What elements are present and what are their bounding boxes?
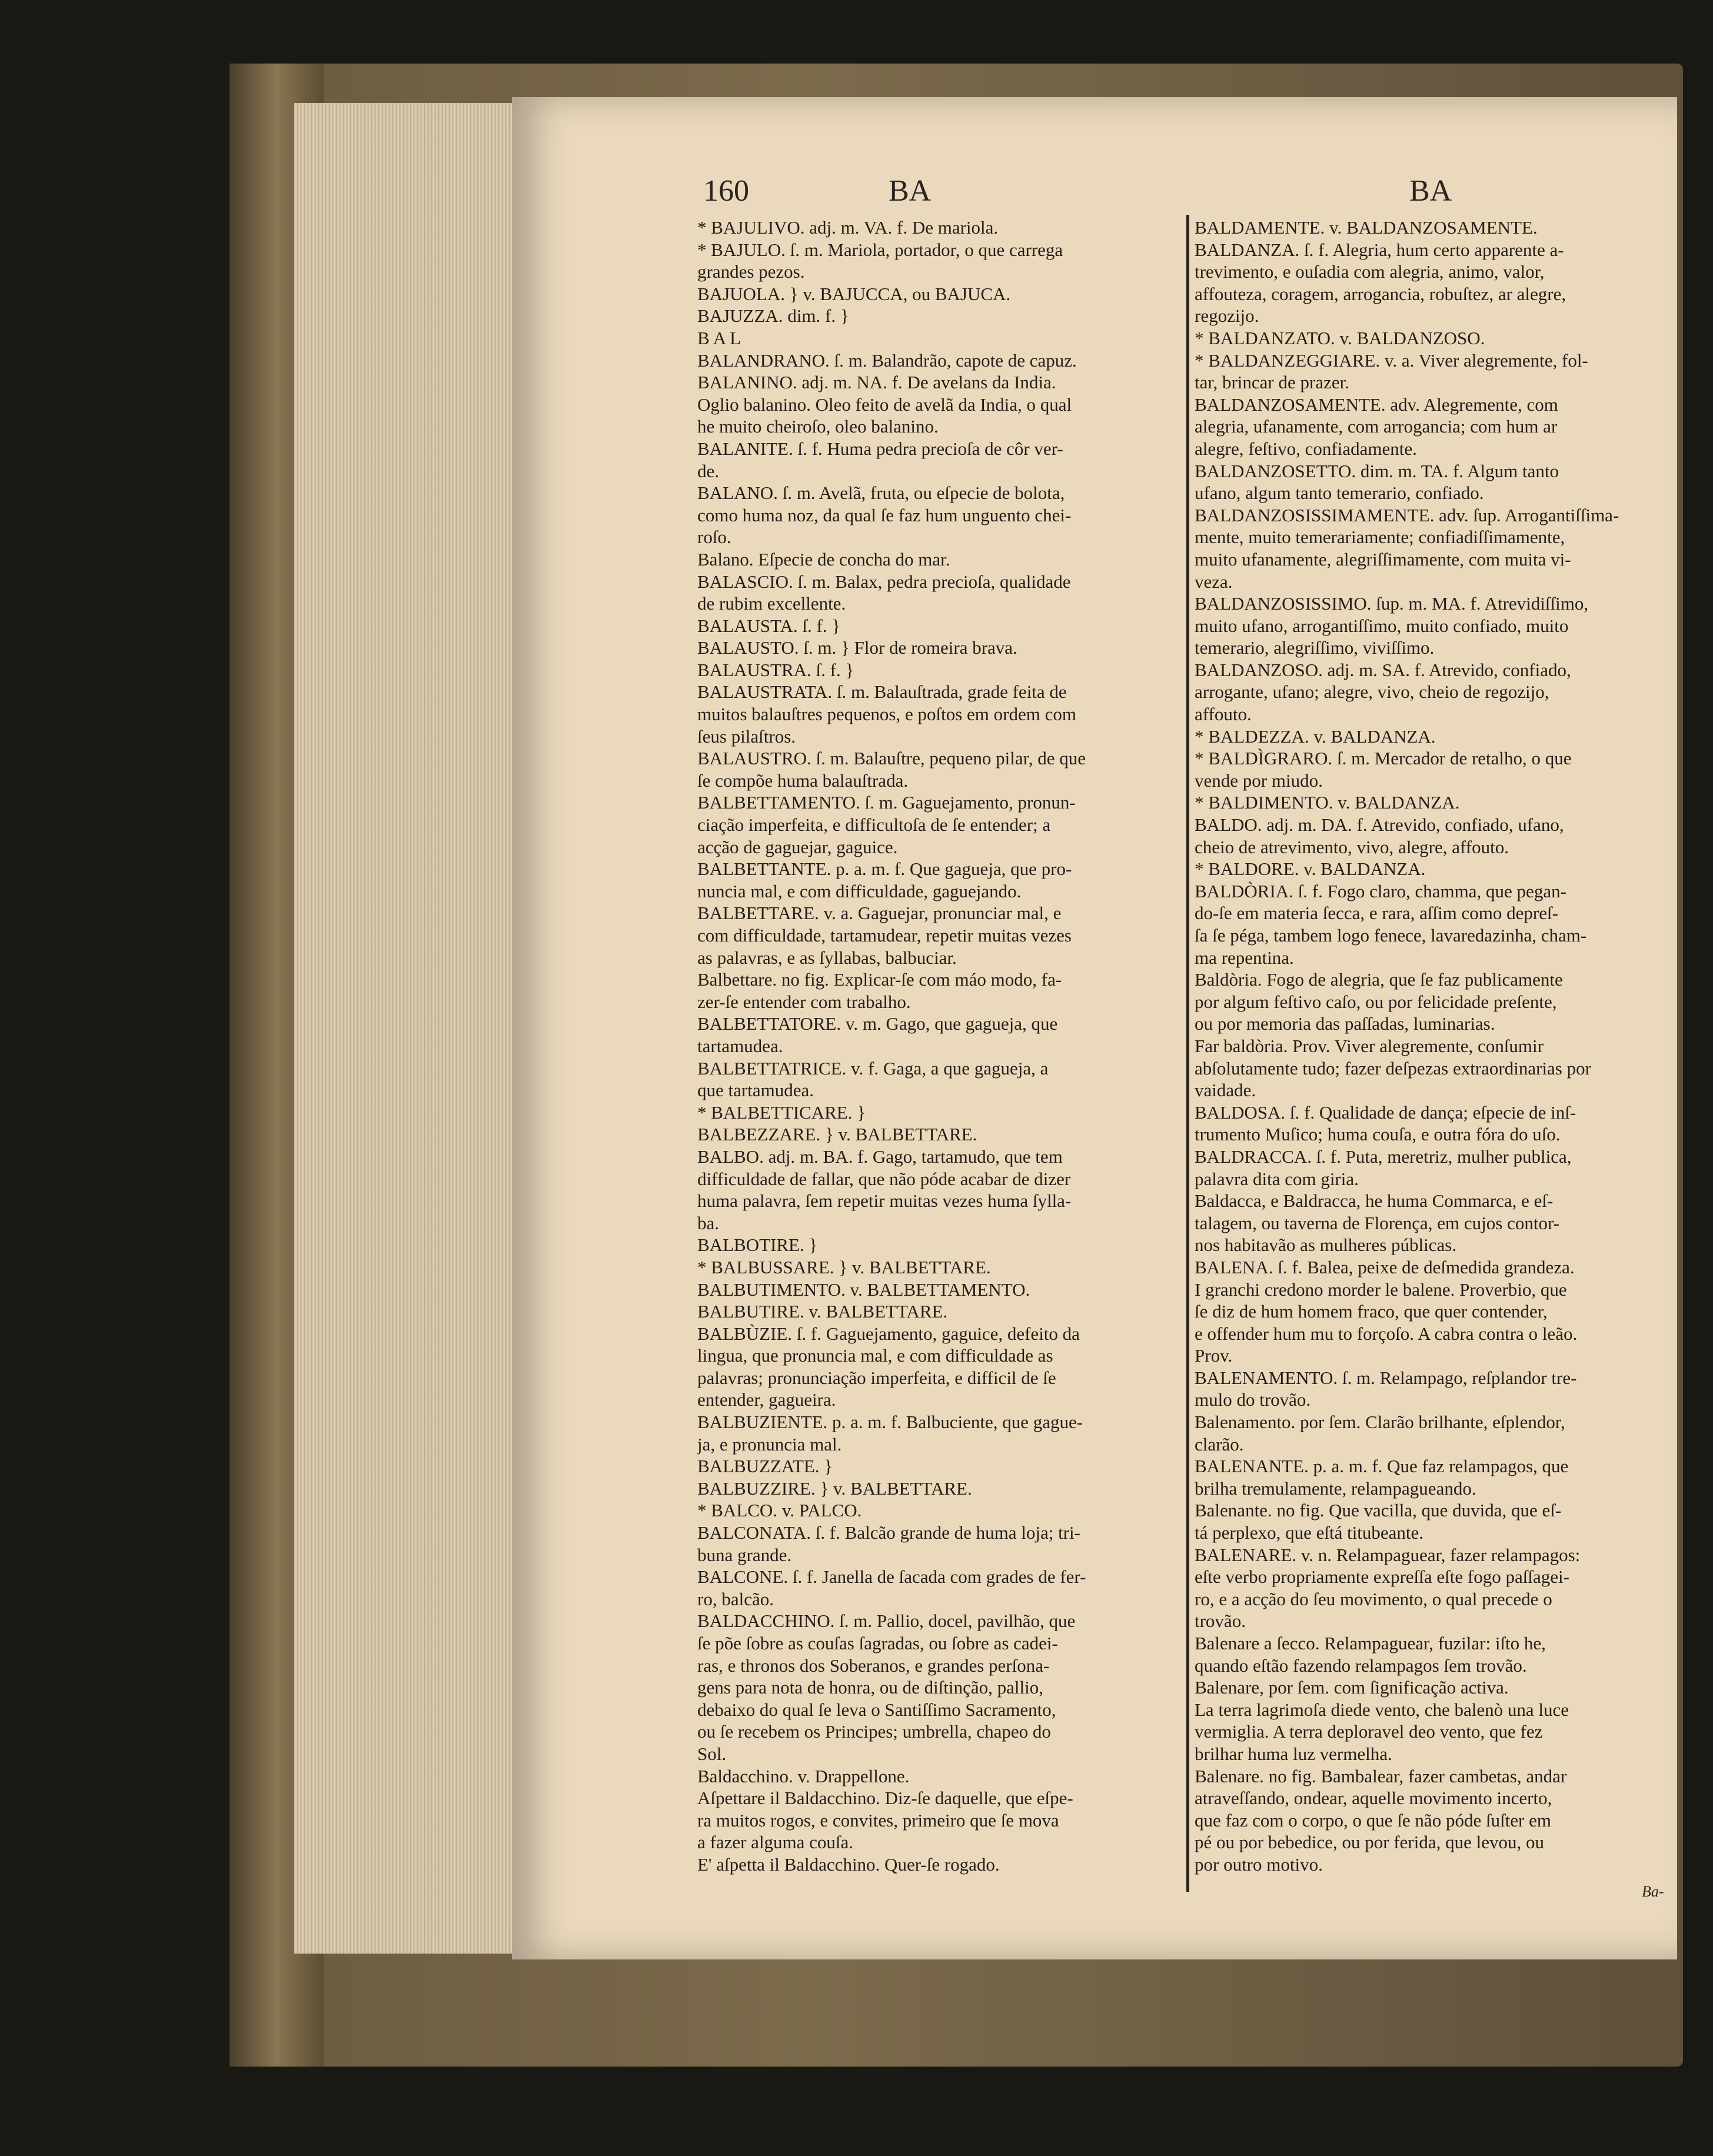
entry-line: BALDANZOSISSIMO. ſup. m. MA. f. Atrevidiſſimo, xyxy=(1195,593,1589,614)
entry-line: ufano, algum tanto temerario, confiado. xyxy=(1195,483,1484,504)
entry-line: ou ſe recebem os Principes; umbrella, chapeo do xyxy=(697,1721,1051,1742)
entry-line: acção de gaguejar, gaguice. xyxy=(697,836,898,857)
entry-line: arrogante, ufano; alegre, vivo, cheio de regozijo, xyxy=(1195,681,1549,703)
entry-line: Far baldòria. Prov. Viver alegremente, conſumir xyxy=(1195,1035,1544,1056)
entry-line: nos habitavão as mulheres públicas. xyxy=(1195,1235,1457,1256)
entry-line: BALBETTANTE. p. a. m. f. Que gagueja, que pro- xyxy=(697,859,1072,880)
entry-line: que tartamudea. xyxy=(697,1080,814,1101)
entry-line: BALASCIO. ſ. m. Balax, pedra precioſa, qualidade xyxy=(697,571,1071,592)
entry-line: BALBUZZIRE. } v. BALBETTARE. xyxy=(697,1478,972,1499)
entry-line: Baldòria. Fogo de alegria, que ſe faz publicamente xyxy=(1195,969,1563,990)
entry-line: Balenare. no fig. Bambalear, fazer cambetas, andar xyxy=(1195,1765,1567,1786)
entry-line: BALBÙZIE. ſ. f. Gaguejamento, gaguice, defeito da xyxy=(697,1323,1080,1344)
entry-line: mente, muito temerariamente; confiadiſſimamente, xyxy=(1195,527,1565,548)
entry-line: BALBETTATRICE. v. f. Gaga, a que gagueja, a xyxy=(697,1057,1049,1079)
entry-line: BALENAMENTO. ſ. m. Relampago, reſplandor tre- xyxy=(1195,1367,1577,1388)
entry-line: Balano. Eſpecie de concha do mar. xyxy=(697,548,950,570)
entry-line: BAJUZZA. dim. f. } xyxy=(697,305,849,327)
entry-line: BALBUTIMENTO. v. BALBETTAMENTO. xyxy=(697,1279,1030,1300)
entry-line: ſa ſe péga, tambem logo fenece, lavaredazinha, cham- xyxy=(1195,925,1587,946)
entry-line: Baldacchino. v. Drappellone. xyxy=(697,1765,910,1786)
entry-line: Aſpettare il Baldacchino. Diz-ſe daquelle, que eſpe- xyxy=(697,1788,1073,1809)
entry-line: brilha tremulamente, relampagueando. xyxy=(1195,1478,1476,1499)
entry-line: pé ou por bebedice, ou por ferida, que levou, ou xyxy=(1195,1832,1544,1853)
entry-line: * BALDEZZA. v. BALDANZA. xyxy=(1195,726,1436,747)
entry-line: BALAUSTRO. ſ. m. Balauſtre, pequeno pilar, de que xyxy=(697,748,1086,769)
entry-line: vermiglia. A terra deploravel deo vento, que fez xyxy=(1195,1721,1543,1742)
entry-line: vaidade. xyxy=(1195,1080,1256,1101)
entry-line: de rubim excellente. xyxy=(697,593,846,614)
entry-line: BALENANTE. p. a. m. f. Que faz relampagos, que xyxy=(1195,1456,1569,1477)
entry-line: BALANITE. ſ. f. Huma pedra precioſa de côr ver- xyxy=(697,438,1063,459)
entry-line: BALBUZZATE. } xyxy=(697,1456,833,1477)
catchword: Ba- xyxy=(1642,1883,1664,1900)
entry-line: muito ufanamente, alegriſſimamente, com muita vi- xyxy=(1195,548,1571,570)
entry-line: BALANINO. adj. m. NA. f. De avelans da India. xyxy=(697,372,1056,393)
entry-line: por outro motivo. xyxy=(1195,1854,1323,1875)
entry-line: BALDANZOSO. adj. m. SA. f. Atrevido, confiado, xyxy=(1195,659,1571,680)
entry-line: ra muitos rogos, e convites, primeiro que ſe mova xyxy=(697,1809,1059,1831)
column-rule xyxy=(1186,215,1189,1892)
entry-line: tá perplexo, que eſtá titubeante. xyxy=(1195,1522,1424,1543)
entry-line: BALDRACCA. ſ. f. Puta, meretriz, mulher publica, xyxy=(1195,1146,1572,1167)
entry-line: por algum feſtivo caſo, ou por felicidade preſente, xyxy=(1195,991,1557,1012)
entry-line: entender, gagueira. xyxy=(697,1389,836,1410)
entry-line: do-ſe em materia ſecca, e rara, aſſim como depreſ- xyxy=(1195,903,1558,924)
entry-line: * BALDIMENTO. v. BALDANZA. xyxy=(1195,792,1460,813)
entry-line: palavra dita com giria. xyxy=(1195,1168,1359,1189)
entry-line: * BALDANZEGGIARE. v. a. Viver alegremente, fol- xyxy=(1195,350,1588,371)
entry-line: * BALBETTICARE. } xyxy=(697,1102,866,1123)
entry-line: B A L xyxy=(697,327,741,348)
entry-line: mulo do trovão. xyxy=(1195,1389,1311,1410)
entry-line: temerario, alegriſſimo, viviſſimo. xyxy=(1195,637,1435,658)
entry-line: palavras; pronunciação imperfeita, e difficil de ſe xyxy=(697,1367,1056,1388)
entry-line: * BALDANZATO. v. BALDANZOSO. xyxy=(1195,327,1485,348)
entry-line: ma repentina. xyxy=(1195,947,1294,968)
entry-line: BALENARE. v. n. Relampaguear, fazer relampagos: xyxy=(1195,1544,1581,1565)
entry-line: trevimento, e ouſadia com alegria, animo, valor, xyxy=(1195,261,1545,282)
entry-line: abſolutamente tudo; fazer deſpezas extraordinarias por xyxy=(1195,1057,1591,1079)
entry-line: Baldacca, e Baldracca, he huma Commarca, e eſ- xyxy=(1195,1190,1554,1212)
entry-line: BALDAMENTE. v. BALDANZOSAMENTE. xyxy=(1195,217,1538,238)
entry-line: BALBETTAMENTO. ſ. m. Gaguejamento, pronun- xyxy=(697,792,1076,813)
entry-line: debaixo do qual ſe leva o Santiſſimo Sacramento, xyxy=(697,1699,1056,1720)
entry-line: * BALDÌGRARO. ſ. m. Mercador de retalho, o que xyxy=(1195,748,1572,769)
entry-line: BALAUSTRA. ſ. f. } xyxy=(697,659,854,680)
entry-line: atraveſſando, ondear, aquelle movimento incerto, xyxy=(1195,1788,1552,1809)
entry-line: BALDANZOSISSIMAMENTE. adv. ſup. Arrogantiſſima- xyxy=(1195,504,1619,525)
entry-line: he muito cheiroſo, oleo balanino. xyxy=(697,416,939,437)
entry-line: ſeus pilaſtros. xyxy=(697,726,796,747)
entry-line: BALBOTIRE. } xyxy=(697,1235,818,1256)
entry-line: BALBEZZARE. } v. BALBETTARE. xyxy=(697,1124,977,1145)
entry-line: cheio de atrevimento, vivo, alegre, affouto. xyxy=(1195,836,1509,857)
entry-line: * BAJULO. ſ. m. Mariola, portador, o que carrega xyxy=(697,239,1063,260)
entry-line: BALBETTARE. v. a. Gaguejar, pronunciar mal, e xyxy=(697,903,1062,924)
entry-line: vende por miudo. xyxy=(1195,770,1323,791)
entry-line: affouteza, coragem, arrogancia, robuſtez, ar alegre, xyxy=(1195,283,1566,304)
entry-line: ja, e pronuncia mal. xyxy=(697,1433,842,1455)
entry-line: ciação imperfeita, e difficultoſa de ſe entender; a xyxy=(697,814,1051,836)
entry-line: roſo. xyxy=(697,527,731,548)
entry-line: ras, e thronos dos Soberanos, e grandes perſona- xyxy=(697,1655,1050,1676)
entry-line: Balenante. no fig. Que vacilla, que duvida, que eſ- xyxy=(1195,1500,1562,1521)
entry-line: veza. xyxy=(1195,571,1233,592)
entry-line: gens para nota de honra, ou de diſtinção, pallio, xyxy=(697,1677,1043,1698)
running-head-left: BA xyxy=(889,174,932,208)
entry-line: de. xyxy=(697,460,720,481)
entry-line: Balbettare. no fig. Explicar-ſe com máo modo, fa- xyxy=(697,969,1062,990)
right-column xyxy=(1195,217,1665,1876)
entry-line: * BALBUSSARE. } v. BALBETTARE. xyxy=(697,1256,991,1277)
entry-line: Oglio balanino. Oleo feito de avelã da India, o qual xyxy=(697,394,1072,415)
entry-line: huma palavra, ſem repetir muitas vezes huma ſylla- xyxy=(697,1190,1072,1212)
entry-line: ba. xyxy=(697,1212,720,1233)
entry-line: BALAUSTRATA. ſ. m. Balauſtrada, grade feita de xyxy=(697,681,1067,703)
entry-line: Balenare a ſecco. Relampaguear, fuzilar: iſto he, xyxy=(1195,1633,1546,1653)
left-column xyxy=(697,217,1177,1876)
entry-line: BALDACCHINO. ſ. m. Pallio, docel, pavilhão, que xyxy=(697,1611,1076,1632)
entry-line: E' aſpetta il Baldacchino. Quer-ſe rogado. xyxy=(697,1854,1000,1875)
entry-line: que faz com o corpo, o que ſe não póde ſuſter em xyxy=(1195,1809,1551,1831)
entry-line: nuncia mal, e com difficuldade, gaguejando. xyxy=(697,880,1022,901)
entry-line: BALBUZIENTE. p. a. m. f. Balbuciente, que gague- xyxy=(697,1412,1083,1433)
entry-line: difficuldade de fallar, que não póde acabar de dizer xyxy=(697,1168,1071,1189)
entry-line: ou por memoria das paſſadas, luminarias. xyxy=(1195,1013,1495,1034)
entry-line: muito ufano, arrogantiſſimo, muito confiado, muito xyxy=(1195,615,1569,636)
entry-line: grandes pezos. xyxy=(697,261,805,282)
entry-line: com difficuldade, tartamudear, repetir muitas vezes xyxy=(697,925,1072,946)
running-head-right: BA xyxy=(1409,174,1452,208)
entry-line: BALBO. adj. m. BA. f. Gago, tartamudo, que tem xyxy=(697,1146,1063,1167)
entry-line: trovão. xyxy=(1195,1611,1246,1632)
entry-line: Sol. xyxy=(697,1743,727,1764)
entry-line: BALANO. ſ. m. Avelã, fruta, ou eſpecie de bolota, xyxy=(697,483,1065,504)
entry-line: BALDANZOSETTO. dim. m. TA. f. Algum tanto xyxy=(1195,460,1559,481)
entry-line: Prov. xyxy=(1195,1345,1233,1366)
entry-line: ro, balcão. xyxy=(697,1588,774,1609)
entry-line: ſe compõe huma balauſtrada. xyxy=(697,770,909,791)
entry-line: BALBUTIRE. v. BALBETTARE. xyxy=(697,1301,948,1322)
page-edges xyxy=(294,103,512,1954)
entry-line: a fazer alguma couſa. xyxy=(697,1832,854,1853)
entry-line: lingua, que pronuncia mal, e com difficuldade as xyxy=(697,1345,1053,1366)
entry-line: La terra lagrimoſa diede vento, che balenò una luce xyxy=(1195,1699,1569,1720)
entry-line: eſte verbo propriamente expreſſa eſte fogo paſſagei- xyxy=(1195,1566,1569,1588)
entry-line: muitos balauſtres pequenos, e poſtos em ordem com xyxy=(697,704,1076,725)
entry-line: tar, brincar de prazer. xyxy=(1195,372,1349,393)
entry-line: as palavras, e as ſyllabas, balbuciar. xyxy=(697,947,957,968)
entry-line: quando eſtão fazendo relampagos ſem trovão. xyxy=(1195,1655,1527,1676)
entry-line: BALAUSTO. ſ. m. } Flor de romeira brava. xyxy=(697,637,1017,658)
entry-line: * BALCO. v. PALCO. xyxy=(697,1500,862,1521)
entry-line: Balenamento. por ſem. Clarão brilhante, eſplendor, xyxy=(1195,1412,1565,1433)
entry-line: BALCONATA. ſ. f. Balcão grande de huma loja; tri- xyxy=(697,1522,1080,1543)
entry-line: buna grande. xyxy=(697,1544,792,1565)
entry-line: BALAUSTA. ſ. f. } xyxy=(697,615,841,636)
entry-line: * BAJULIVO. adj. m. VA. f. De mariola. xyxy=(697,217,999,238)
entry-line: BALBETTATORE. v. m. Gago, que gagueja, que xyxy=(697,1013,1058,1034)
entry-line: regozijo. xyxy=(1195,305,1259,327)
entry-line: ro, e a acção do ſeu movimento, o qual precede o xyxy=(1195,1588,1552,1609)
entry-line: brilhar huma luz vermelha. xyxy=(1195,1743,1392,1764)
entry-line: trumento Muſico; huma couſa, e outra fóra do uſo. xyxy=(1195,1124,1561,1145)
entry-line: BALDANZOSAMENTE. adv. Alegremente, com xyxy=(1195,394,1558,415)
entry-line: BALCONE. ſ. f. Janella de ſacada com grades de fer- xyxy=(697,1566,1086,1588)
entry-line: tartamudea. xyxy=(697,1035,783,1056)
entry-line: BALENA. ſ. f. Balea, peixe de deſmedida grandeza. xyxy=(1195,1256,1575,1277)
entry-line: ſe põe ſobre as couſas ſagradas, ou ſobre as cadei- xyxy=(697,1633,1058,1653)
entry-line: zer-ſe entender com trabalho. xyxy=(697,991,911,1012)
entry-line: * BALDORE. v. BALDANZA. xyxy=(1195,859,1426,880)
entry-line: ſe diz de hum homem fraco, que quer contender, xyxy=(1195,1301,1548,1322)
entry-line: BAJUOLA. } v. BAJUCCA, ou BAJUCA. xyxy=(697,283,1011,304)
entry-line: como huma noz, da qual ſe faz hum unguento chei- xyxy=(697,504,1072,525)
page-number: 160 xyxy=(703,174,749,208)
entry-line: BALDOSA. ſ. f. Qualidade de dança; eſpecie de inſ- xyxy=(1195,1102,1576,1123)
entry-line: alegria, ufanamente, com arrogancia; com hum ar xyxy=(1195,416,1558,437)
entry-line: BALDANZA. ſ. f. Alegria, hum certo apparente a- xyxy=(1195,239,1564,260)
entry-line: BALDÒRIA. ſ. f. Fogo claro, chamma, que pegan- xyxy=(1195,880,1566,901)
entry-line: BALANDRANO. ſ. m. Balandrão, capote de capuz. xyxy=(697,350,1077,371)
entry-line: clarão. xyxy=(1195,1433,1244,1455)
entry-line: e offender hum mu to forçoſo. A cabra contra o leão. xyxy=(1195,1323,1578,1344)
entry-line: BALDO. adj. m. DA. f. Atrevido, confiado, ufano, xyxy=(1195,814,1564,836)
entry-line: affouto. xyxy=(1195,704,1252,725)
entry-line: Balenare, por ſem. com ſignificação activa. xyxy=(1195,1677,1509,1698)
entry-line: I granchi credono morder le balene. Proverbio, que xyxy=(1195,1279,1567,1300)
entry-line: alegre, feſtivo, confiadamente. xyxy=(1195,438,1417,459)
entry-line: talagem, ou taverna de Florença, em cujos contor- xyxy=(1195,1212,1559,1233)
